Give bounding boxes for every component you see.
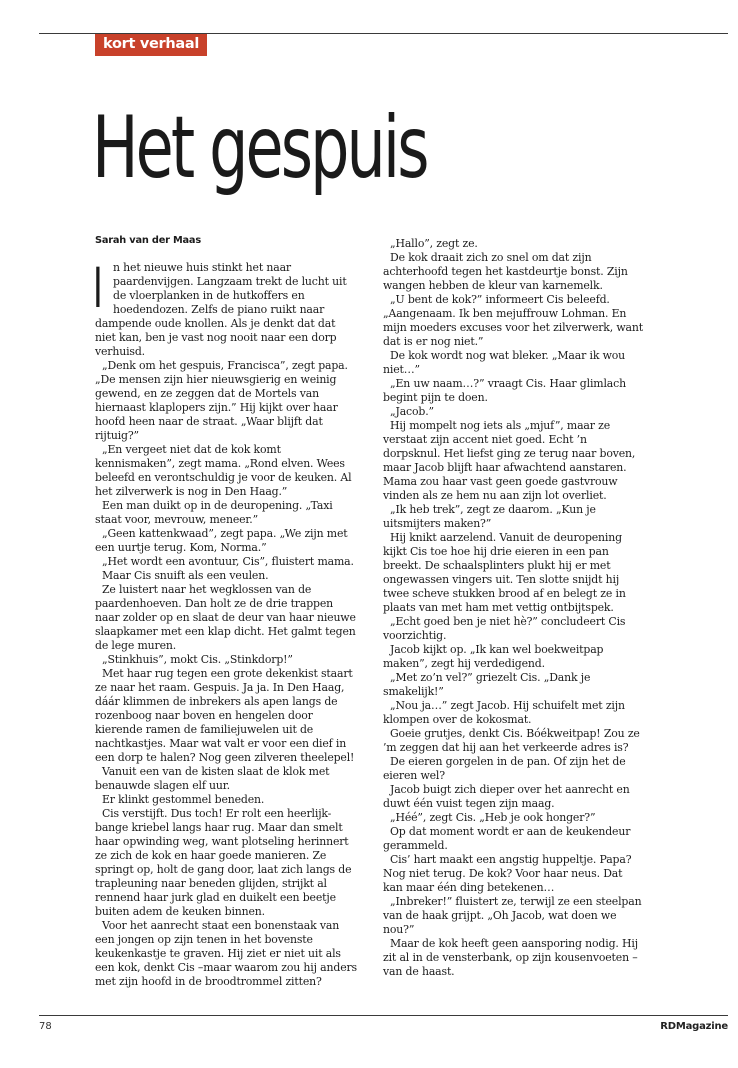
- paragraph: Er klinkt gestommel beneden.: [102, 793, 265, 806]
- paragraph: Vanuit een van de kisten slaat de klok met benauwde slagen elf uur.: [95, 765, 330, 792]
- article-column-left: [95, 234, 357, 989]
- paragraph: Hij mompelt nog iets als „mjuf”, maar ze verstaat zijn accent niet goed. Echt ’n dorpsknul. Het liefst ging ze terug naar boven, maar Jacob blijft haar afwachtend aanstaren. Mama zou haar vast geen goede gastvrouw vinden als ze hem nu aan zijn lot overliet.: [383, 419, 636, 502]
- paragraph: „Het wordt een avontuur, Cis”, fluistert mama.: [102, 555, 354, 568]
- paragraph: De kok wordt nog wat bleker. „Maar ik wou niet…”: [383, 349, 626, 376]
- paragraph: „Jacob.”: [390, 405, 434, 418]
- bottom-rule: [39, 1015, 728, 1016]
- paragraph: „Inbreker!” fluistert ze, terwijl ze een steelpan van de haak grijpt. „Oh Jacob, wat doen we nou?”: [383, 895, 642, 936]
- paragraph: „Héé”, zegt Cis. „Heb je ook honger?”: [390, 811, 596, 824]
- paragraph: Maar de kok heeft geen aansporing nodig. Hij zit al in de vensterbank, op zijn kousenvoeten – van de haast.: [383, 937, 638, 978]
- paragraph: „En uw naam…?” vraagt Cis. Haar glimlach begint pijn te doen.: [383, 377, 626, 404]
- page-number: 78: [39, 1021, 52, 1032]
- paragraph: Op dat moment wordt er aan de keukendeur gerammeld.: [383, 825, 631, 852]
- paragraph: Maar Cis snuift als een veulen.: [102, 569, 269, 582]
- paragraph: Met haar rug tegen een grote dekenkist staart ze naar het raam. Gespuis. Ja ja. In Den Haag, dáár klimmen de inbrekers als apen langs de rozenboog naar boven en hengelen door kierende ramen de familiejuwelen uit de nachtkastjes. Maar wat valt er voor een dief in een dorp te halen? Nog geen zilveren theelepel!: [95, 667, 355, 764]
- paragraph: Ze luistert naar het wegklossen van de paardenhoeven. Dan holt ze de drie trappen naar zolder op en slaat de deur van haar nieuwe slaapkamer met een klap dicht. Het galmt tegen de lege muren.: [95, 583, 356, 652]
- section-tag: kort verhaal: [95, 34, 207, 56]
- article-title: Het gespuis: [92, 98, 427, 198]
- paragraph: „Echt goed ben je niet hè?” concludeert Cis voorzichtig.: [383, 615, 626, 642]
- magazine-name: RDMagazine: [660, 1021, 728, 1032]
- paragraph: „Stinkhuis”, mokt Cis. „Stinkdorp!”: [102, 653, 293, 666]
- paragraph: „En vergeet niet dat de kok komt kennismaken”, zegt mama. „Rond elven. Wees beleefd en verontschuldig je voor de keuken. Al het zilverwerk is nog in Den Haag.”: [95, 443, 352, 498]
- paragraph: „Met zo’n vel?” griezelt Cis. „Dank je smakelijk!”: [383, 671, 591, 698]
- paragraph: „Ik heb trek”, zegt ze daarom. „Kun je uitsmijters maken?”: [383, 503, 596, 530]
- paragraph: Voor het aanrecht staat een bonenstaak van een jongen op zijn tenen in het bovenste keukenkastje te graven. Hij ziet er niet uit als een kok, denkt Cis –maar waarom zou hij anders met zijn hoofd in de broodtrommel zitten?: [95, 919, 357, 988]
- author-byline: Sarah van der Maas: [95, 235, 201, 246]
- paragraph: De kok draait zich zo snel om dat zijn achterhoofd tegen het kastdeurtje bonst. Zijn wangen hebben de kleur van karnemelk.: [383, 251, 628, 292]
- right-paragraphs: [383, 237, 645, 979]
- paragraph: „Hallo”, zegt ze.: [390, 237, 478, 250]
- paragraph: Een man duikt op in de deuropening. „Taxi staat voor, mevrouw, meneer.”: [95, 499, 333, 526]
- left-paragraphs: [95, 359, 357, 989]
- first-paragraph-text: n het nieuwe huis stinkt het naar paardenvijgen. Langzaam trekt de lucht uit de vloerplanken in de hutkoffers en hoedendozen. Zelfs de piano ruikt naar dampende oude knollen. Als je denkt dat dat niet kan, ben je vast nog nooit naar een dorp verhuisd.: [95, 261, 347, 358]
- paragraph: Jacob buigt zich dieper over het aanrecht en duwt één vuist tegen zijn maag.: [383, 783, 630, 810]
- first-paragraph: [93, 256, 357, 359]
- article-column-right: [383, 237, 645, 979]
- paragraph: Goeie grutjes, denkt Cis. Bóékweitpap! Zou ze ’m zeggen dat hij aan het verkeerde adres is?: [383, 727, 640, 754]
- paragraph: „Denk om het gespuis, Francisca”, zegt papa. „De mensen zijn hier nieuwsgierig en weinig gewend, en ze zeggen dat de Mortels van hiernaast klaplopers zijn.” Hij kijkt over haar hoofd heen naar de straat. „Waar blijft dat rijtuig?”: [95, 359, 348, 442]
- drop-cap: I: [93, 256, 103, 320]
- paragraph: „Geen kattenkwaad”, zegt papa. „We zijn met een uurtje terug. Kom, Norma.”: [95, 527, 348, 554]
- paragraph: Cis’ hart maakt een angstig huppeltje. Papa? Nog niet terug. De kok? Voor haar neus. Dat kan maar één ding betekenen…: [383, 853, 632, 894]
- paragraph: „U bent de kok?” informeert Cis beleefd. „Aangenaam. Ik ben mejuffrouw Lohman. En mijn moeders excuses voor het zilverwerk, want dat is er nog niet.”: [383, 293, 643, 348]
- paragraph: De eieren gorgelen in de pan. Of zijn het de eieren wel?: [383, 755, 626, 782]
- paragraph: „Nou ja…” zegt Jacob. Hij schuifelt met zijn klompen over de kokosmat.: [383, 699, 625, 726]
- paragraph: Jacob kijkt op. „Ik kan wel boekweitpap maken”, zegt hij verdedigend.: [383, 643, 604, 670]
- paragraph: Hij knikt aarzelend. Vanuit de deuropening kijkt Cis toe hoe hij drie eieren in een pan breekt. De schaalsplinters plukt hij er met ongewassen vingers uit. Ten slotte snijdt hij twee scheve stukken brood af en belegt ze in plaats van met ham met vettig ontbijtspek.: [383, 531, 626, 614]
- paragraph: Cis verstijft. Dus toch! Er rolt een heerlijk-bange kriebel langs haar rug. Maar dan smelt haar opwinding weg, want plotseling herinnert ze zich de kok en haar goede manieren. Ze springt op, holt de gang door, laat zich langs de trapleuning naar beneden glijden, strijkt al rennend haar jurk glad en duikelt een beetje buiten adem de keuken binnen.: [95, 807, 352, 918]
